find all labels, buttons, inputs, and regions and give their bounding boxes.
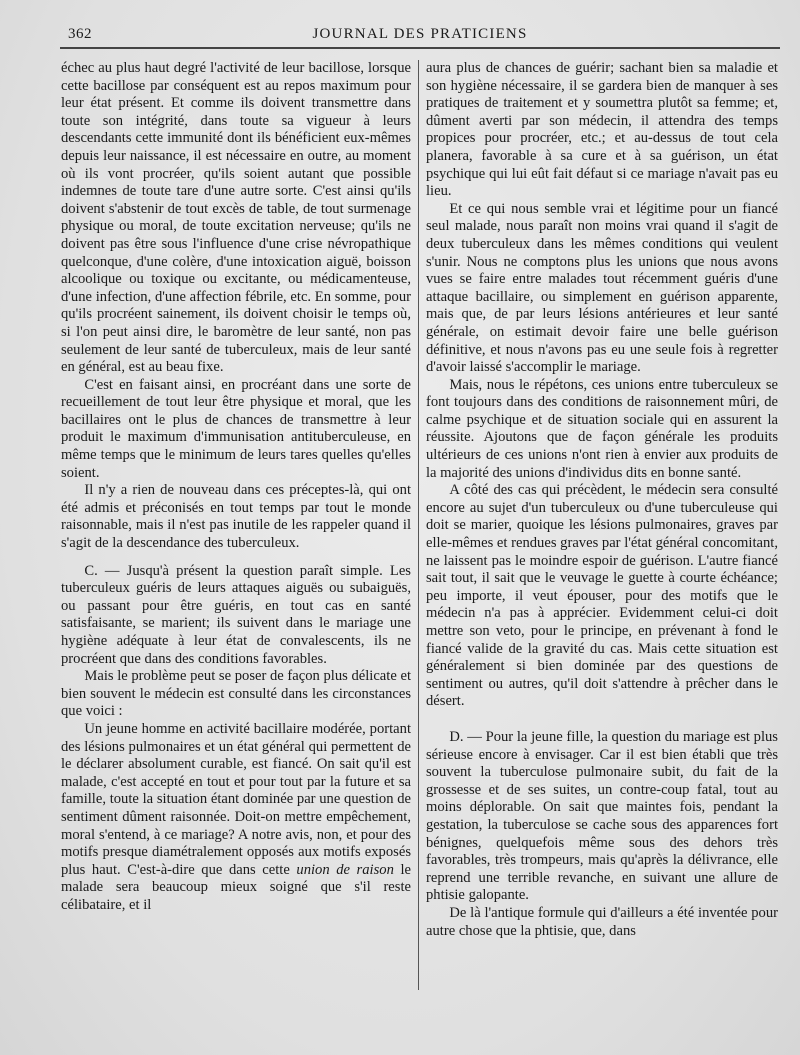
paragraph: A côté des cas qui précèdent, le médecin sera consulté encore au sujet d'un tuberculeux ou d'une tuberculeuse qui doit se marier, quoique les lésions pulmonaires, graves par elle-mêmes et rendues graves par l'état général concomitant, ne laissent pas le moindre espoir de guérison. L'autre fiancé sait tout, il sait que le veuvage le guette à courte échéance; peu importe, il veut épouser, pour des motifs que le médecin n'a pas à apprécier. Evidemment celui-ci doit mettre son veto, pour le principe, en prévenant à fond le fiancé valide de la gravité du cas. Mais cette situation est généralement si bien dominée par des questions de sentiment ou autres, qu'il doit s'attendre à prêcher dans le désert. xyxy=(426,482,778,710)
paragraph: De là l'antique formule qui d'ailleurs a été inventée pour autre chose que la phtisie, que, dans xyxy=(426,904,778,939)
text-run: le malade sera beaucoup mieux soigné que s'il reste célibataire, et il xyxy=(61,861,411,913)
header-rule xyxy=(60,47,780,49)
paragraph: Mais, nous le répétons, ces unions entre tuberculeux se font toujours dans des conditions de raisonnement mûri, de calme psychique et de situation sociale qui en assurent la réussite. Ajoutons que de façon générale les produits ultérieurs de ces unions n'ont rien à envier aux produits de la majorité des unions d'individus dits en bonne santé. xyxy=(426,376,778,481)
page-number: 362 xyxy=(68,26,92,42)
page-header xyxy=(60,22,780,48)
left-column xyxy=(61,60,411,915)
journal-title: JOURNAL DES PRATICIENS xyxy=(312,26,528,42)
paragraph: aura plus de chances de guérir; sachant bien sa maladie et son hygiène nécessaire, il se gardera bien de manquer à ses pratiques de traitement et y soumettra plutôt sa femme; et, dûment averti par son médecin, il attendra des temps propices pour procréer, etc.; et au-dessus de tout cela planera, favorable à sa cure et à sa guérison, un état psychique qui lui eût fait défaut si ce mariage n'avait pas eu lieu. xyxy=(426,60,778,200)
paragraph-section-c: C. — Jusqu'à présent la question paraît simple. Les tuberculeux guéris de leurs attaques aiguës ou subaiguës, ou passant pour être guéris, en tout cas en santé satisfaisante, se marient; ils suivent dans le mariage une hygiène adéquate à leur état de convalescents, ils ne procréent que dans des conditions favorables. xyxy=(61,562,411,667)
emphasis-text: union de raison xyxy=(296,861,394,878)
paragraph xyxy=(61,721,411,915)
right-column xyxy=(426,60,778,940)
paragraph: Et ce qui nous semble vrai et légitime pour un fiancé seul malade, nous paraît non moins vrai quand il s'agit de deux tuberculeux dans les mêmes conditions qui veulent s'unir. Nous ne comptons plus les unions que nous avons vues se faire entre malades tout récemment guéris d'une attaque bacillaire, ou simplement en guérison apparente, mais que, de par leurs lésions antérieures et leur santé générale, on estimait devoir faire une belle guérison définitive, et nous n'avons pas eu une seule fois à regretter d'avoir laissé s'accomplir le mariage. xyxy=(426,200,778,376)
paragraph: Il n'y a rien de nouveau dans ces préceptes-là, qui ont été admis et préconisés en tout temps par tout le monde raisonnable, mais il n'est pas inutile de les rappeler quand il s'agit de la descendance des tuberculeux. xyxy=(61,482,411,552)
paragraph: échec au plus haut degré l'activité de leur bacillose, lorsque cette bacillose par conséquent est au repos maximum pour leur état présent. Et comme ils doivent transmettre dans toute son intégrité, dans toute sa vigueur à leurs descendants cette immunité dont ils bénéficient eux-mêmes depuis leur naissance, il est nécessaire en outre, au moment où ils vont procréer, qu'ils soient autant que possible indemnes de toute tare d'une autre sorte. C'est ainsi qu'ils doivent s'abstenir de tout excès de table, de tout surmenage physique ou moral, de toute excitation nerveuse; qu'ils ne doivent pas être sous l'influence d'une crise névropathique quelconque, d'une colère, d'une intoxication aiguë, boisson alcoolique ou toxique ou excitante, ou médicamenteuse, d'une infection, d'une affection fébrile, etc. En somme, pour qu'ils procréent sainement, ils doivent choisir le temps où, si l'on peut ainsi dire, le baromètre de leur santé, non pas seulement de leur santé de tuberculeux, mais de leur santé en général, est au beau fixe. xyxy=(61,60,411,376)
paragraph-section-d: D. — Pour la jeune fille, la question du mariage est plus sérieuse encore à envisager. Car il est bien établi que très souvent la tuberculose pulmonaire subit, du fait de la grossesse et de ses suites, un contre-coup fatal, tout au moins déplorable. On sait que maintes fois, pendant la gestation, la tuberculose se cache sous des apparences fort bénignes, quelquefois même sous des dehors très favorables, très trompeurs, mais qu'après la délivrance, elle reprend une terrible revanche, en suivant une allure de phtisie galopante. xyxy=(426,728,778,904)
paragraph: C'est en faisant ainsi, en procréant dans une sorte de recueillement de tout leur être physique et moral, que les bacillaires ont le plus de chances de transmettre à leur produit le maximum d'immunisation antituberculeuse, en même temps que le minimum de leurs tares quelles qu'elles soient. xyxy=(61,376,411,481)
paragraph: Mais le problème peut se poser de façon plus délicate et bien souvent le médecin est consulté dans les circonstances que voici : xyxy=(61,668,411,720)
column-divider xyxy=(418,60,419,990)
text-run: Un jeune homme en activité bacillaire modérée, portant des lésions pulmonaires et un état général qui permettent de le déclarer absolument curable, est fiancé. On sait qu'il est malade, c'est accepté en tout et pour tout par la future et sa famille, toute la situation étant dominée par une question de sentiment dûment raisonnée. Doit-on mettre empêchement, moral s'entend, à ce mariage? A notre avis, non, et pour des motifs presque diamétralement opposés aux motifs exposés plus haut. C'est-à-dire que dans cette xyxy=(61,720,411,878)
